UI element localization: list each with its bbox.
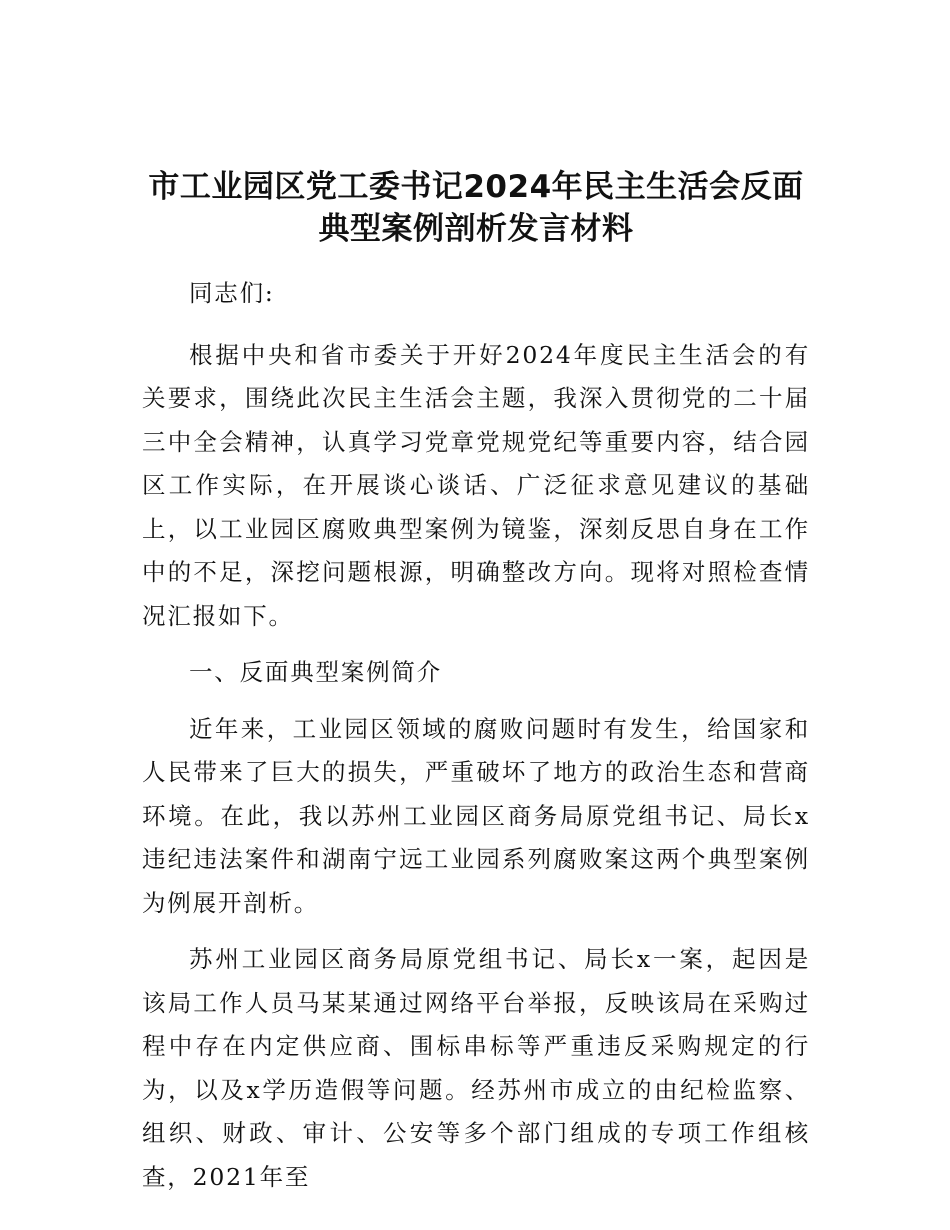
- greeting: 同志们:: [189, 279, 275, 307]
- paragraph-overview: 近年来，工业园区领域的腐败问题时有发生，给国家和人民带来了巨大的损失，严重破坏了地方的政治生态和营商环境。在此，我以苏州工业园区商务局原党组书记、局长x违纪违法案件和湖南宁远工业园系列腐败案这两个典型案例为例展开剖析。: [142, 714, 810, 917]
- document-title: [142, 166, 810, 250]
- section-heading: 一、反面典型案例简介: [189, 658, 442, 686]
- paragraph-intro: 根据中央和省市委关于开好2024年度民主生活会的有关要求，围绕此次民主生活会主题，我深入贯彻党的二十届三中全会精神，认真学习党章党规党纪等重要内容，结合园区工作实际，在开展谈心谈话、广泛征求意见建议的基础上，以工业园区腐败典型案例为镜鉴，深刻反思自身在工作中的不足，深挖问题根源，明确整改方向。现将对照检查情况汇报如下。: [142, 340, 810, 630]
- title-line-1: 市工业园区党工委书记2024年民主生活会反面: [148, 169, 804, 205]
- title-line-2: 典型案例剖析发言材料: [318, 211, 634, 247]
- paragraph-case: 苏州工业园区商务局原党组书记、局长x一案，起因是该局工作人员马某某通过网络平台举报，反映该局在采购过程中存在内定供应商、围标串标等严重违反采购规定的行为，以及x学历造假等问题。经苏州市成立的由纪检监察、组织、财政、审计、公安等多个部门组成的专项工作组核查，2021年至: [142, 945, 810, 1191]
- document-body: [142, 272, 810, 1199]
